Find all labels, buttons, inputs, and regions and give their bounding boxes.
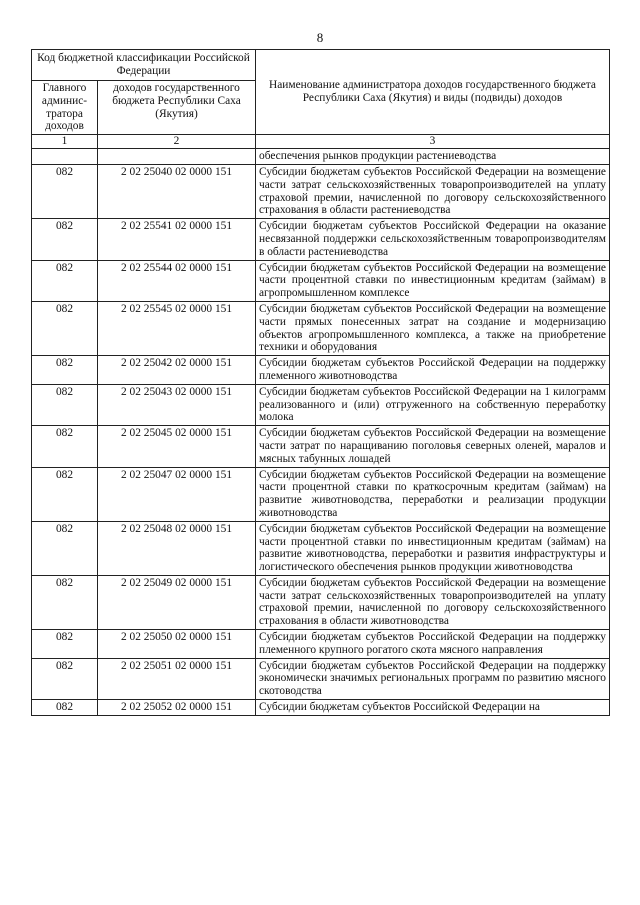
- admin-code-cell: 082: [32, 260, 98, 301]
- table-row: [32, 658, 610, 699]
- budget-code-cell: 2 02 25051 02 0000 151: [98, 658, 256, 699]
- description-cell: Субсидии бюджетам субъектов Российской Федерации на поддержку племенного крупного рогатого скота мясного направления: [256, 630, 610, 659]
- column-number: 1: [32, 135, 98, 149]
- column-number: 3: [256, 135, 610, 149]
- budget-code-cell: 2 02 25043 02 0000 151: [98, 384, 256, 425]
- description-cell: Субсидии бюджетам субъектов Российской Федерации на возмещение части прямых понесенных затрат на создание и модернизацию объектов агропромышленного комплекса, а также на приобретение техники и оборудования: [256, 301, 610, 355]
- page-number: 8: [316, 30, 324, 45]
- admin-code-cell: 082: [32, 630, 98, 659]
- table-row: [32, 700, 610, 716]
- table-row: [32, 164, 610, 218]
- table-row: [32, 301, 610, 355]
- admin-code-cell: 082: [32, 658, 98, 699]
- table-row: [32, 356, 610, 385]
- description-cell: Субсидии бюджетам субъектов Российской Федерации на поддержку экономически значимых региональных программ по развитию мясного скотоводства: [256, 658, 610, 699]
- admin-code-cell: 082: [32, 575, 98, 629]
- table-row: [32, 384, 610, 425]
- admin-code-cell: 082: [32, 384, 98, 425]
- description-cell: Субсидии бюджетам субъектов Российской Федерации на: [256, 700, 610, 716]
- budget-code-cell: 2 02 25045 02 0000 151: [98, 426, 256, 467]
- budget-code-cell: 2 02 25050 02 0000 151: [98, 630, 256, 659]
- header-group-title: Код бюджетной классификации Российской Федерации: [32, 50, 256, 81]
- description-cell: Субсидии бюджетам субъектов Российской Федерации на возмещение части затрат сельскохозяйственных товаропроизводителей на уплату страховой премии, начисленной по договору сельскохозяйственного страхования в области растениеводства: [256, 164, 610, 218]
- table-row: [32, 219, 610, 260]
- table-row: [32, 521, 610, 575]
- table-row: [32, 426, 610, 467]
- header-col-code: доходов государственного бюджета Республики Саха (Якутия): [98, 81, 256, 135]
- admin-code-cell: 082: [32, 467, 98, 521]
- budget-code-cell: 2 02 25048 02 0000 151: [98, 521, 256, 575]
- column-number: 2: [98, 135, 256, 149]
- description-cell: Субсидии бюджетам субъектов Российской Федерации на возмещение части процентной ставки по инвестиционным кредитам (займам) на развитие животноводства, переработки и развития инфраструктуры и логистического обеспечения рынков продукции животноводства: [256, 521, 610, 575]
- budget-code-cell: 2 02 25541 02 0000 151: [98, 219, 256, 260]
- admin-code-cell: 082: [32, 301, 98, 355]
- description-cell: Субсидии бюджетам субъектов Российской Федерации на возмещение части процентной ставки по инвестиционным кредитам (займам) в агропромышленном комплексе: [256, 260, 610, 301]
- description-cell: Субсидии бюджетам субъектов Российской Федерации на возмещение части затрат сельскохозяйственных товаропроизводителей на уплату страховой премии, начисленной по договору сельскохозяйственного страхования в области животноводства: [256, 575, 610, 629]
- budget-code-cell: 2 02 25545 02 0000 151: [98, 301, 256, 355]
- description-cell: Субсидии бюджетам субъектов Российской Федерации на оказание несвязанной поддержки сельскохозяйственным товаропроизводителям в области растениеводства: [256, 219, 610, 260]
- description-cell: обеспечения рынков продукции растениеводства: [256, 149, 610, 165]
- budget-code-cell: 2 02 25052 02 0000 151: [98, 700, 256, 716]
- budget-code-cell: 2 02 25544 02 0000 151: [98, 260, 256, 301]
- admin-code-cell: 082: [32, 219, 98, 260]
- budget-code-cell: 2 02 25047 02 0000 151: [98, 467, 256, 521]
- budget-code-cell: [98, 149, 256, 165]
- budget-code-cell: 2 02 25042 02 0000 151: [98, 356, 256, 385]
- admin-code-cell: 082: [32, 426, 98, 467]
- table-row: [32, 467, 610, 521]
- header-col-name: Наименование администратора доходов государственного бюджета Республики Саха (Якутия) и виды (подвиды) доходов: [256, 50, 610, 135]
- description-cell: Субсидии бюджетам субъектов Российской Федерации на возмещение части затрат по наращиванию поголовья северных оленей, маралов и мясных табунных лошадей: [256, 426, 610, 467]
- description-cell: Субсидии бюджетам субъектов Российской Федерации на поддержку племенного животноводства: [256, 356, 610, 385]
- table-row: [32, 575, 610, 629]
- admin-code-cell: [32, 149, 98, 165]
- admin-code-cell: 082: [32, 164, 98, 218]
- table-row-continuation: [32, 149, 610, 165]
- admin-code-cell: 082: [32, 356, 98, 385]
- admin-code-cell: 082: [32, 700, 98, 716]
- budget-code-cell: 2 02 25040 02 0000 151: [98, 164, 256, 218]
- table-row: [32, 630, 610, 659]
- header-col-admin: Главного админис-тратора доходов: [32, 81, 98, 135]
- budget-code-cell: 2 02 25049 02 0000 151: [98, 575, 256, 629]
- admin-code-cell: 082: [32, 521, 98, 575]
- description-cell: Субсидии бюджетам субъектов Российской Федерации на возмещение части процентной ставки по краткосрочным кредитам (займам) на развитие животноводства, переработки и реализации продукции животноводства: [256, 467, 610, 521]
- description-cell: Субсидии бюджетам субъектов Российской Федерации на 1 килограмм реализованного и (или) отгруженного на собственную переработку молока: [256, 384, 610, 425]
- table-row: [32, 260, 610, 301]
- budget-classification-table: [31, 49, 610, 716]
